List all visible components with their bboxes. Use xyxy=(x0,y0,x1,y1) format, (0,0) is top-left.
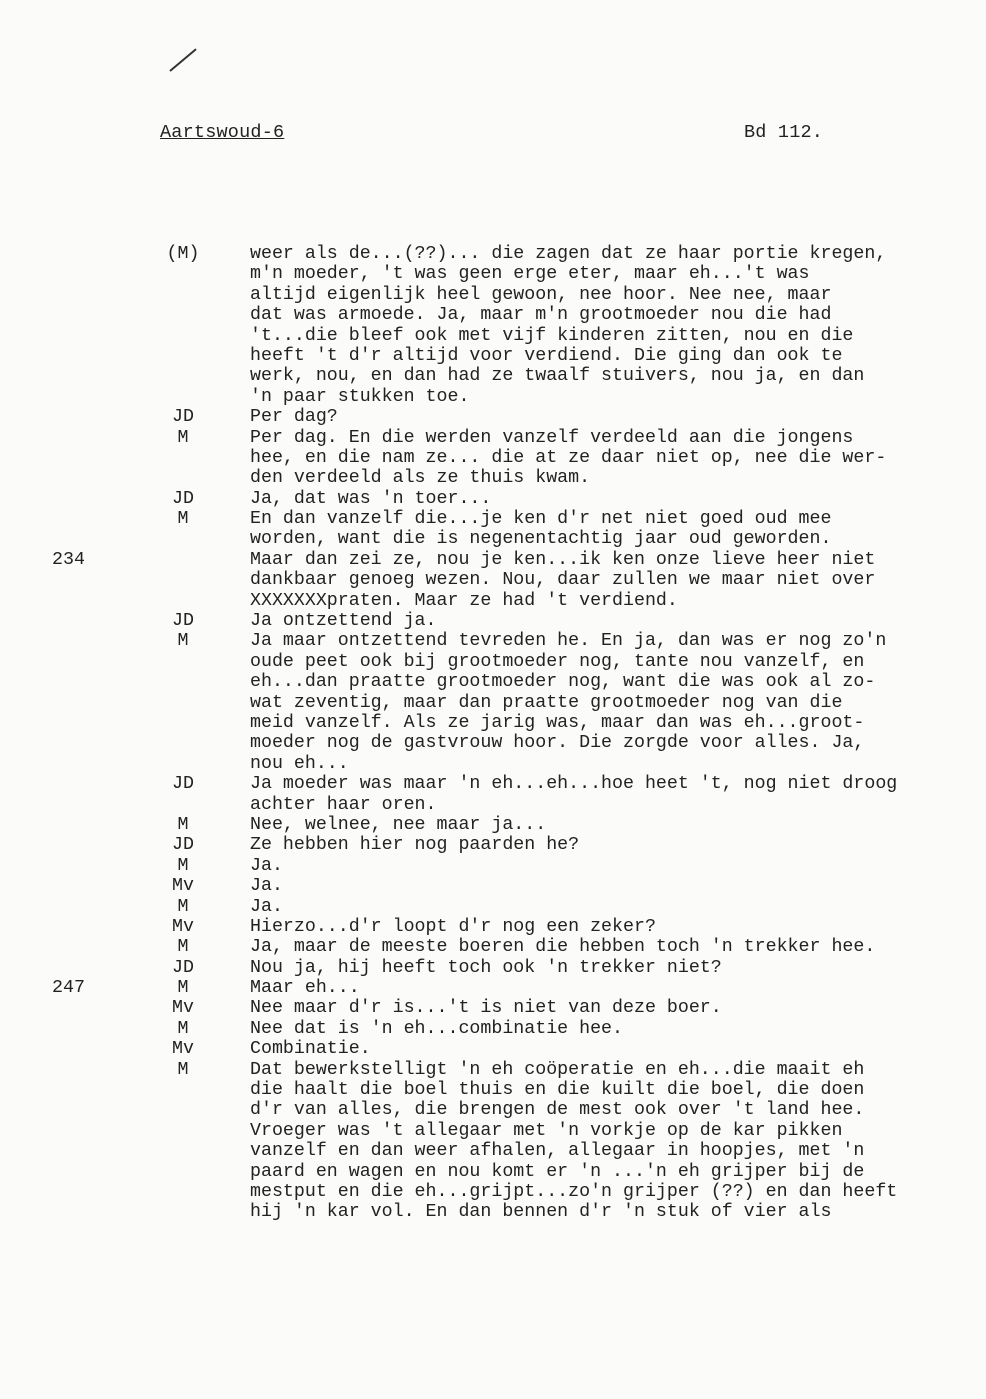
transcript-line xyxy=(0,1202,986,1222)
line-text: Hierzo...d'r loopt d'r nog een zeker? xyxy=(250,916,656,937)
transcript-line xyxy=(0,428,986,448)
transcript-line xyxy=(0,815,986,835)
transcript-line xyxy=(0,468,986,488)
speaker-label: M xyxy=(177,937,189,958)
line-text: m'n moeder, 't was geen erge eter, maar eh...'t was xyxy=(250,264,810,285)
transcript-line xyxy=(0,774,986,794)
transcript-line xyxy=(0,509,986,529)
line-text: Ja maar ontzettend tevreden he. En ja, dan was er nog zo'n xyxy=(250,631,887,652)
line-text: Nee maar d'r is...'t is niet van deze boer. xyxy=(250,998,722,1019)
transcript-line xyxy=(0,856,986,876)
line-text: dat was armoede. Ja, maar m'n grootmoeder nou die had xyxy=(250,305,832,326)
transcript-line xyxy=(0,795,986,815)
transcript-line xyxy=(0,1100,986,1120)
transcript-line xyxy=(0,917,986,937)
line-text: Ja. xyxy=(250,876,283,897)
speaker-label: M xyxy=(177,978,189,999)
line-text: Vroeger was 't allegaar met 'n vorkje op de kar pikken xyxy=(250,1120,843,1141)
speaker-label: M xyxy=(177,855,189,876)
speaker-label: JD xyxy=(172,488,194,509)
line-text: hij 'n kar vol. En dan bennen d'r 'n stuk of vier als xyxy=(250,1202,832,1223)
margin-number: 247 xyxy=(52,978,85,999)
line-text: heeft 't d'r altijd voor verdiend. Die ging dan ook te xyxy=(250,345,843,366)
transcript-line xyxy=(0,346,986,366)
speaker-label: M xyxy=(177,509,189,530)
speaker-label: Mv xyxy=(172,1039,194,1060)
transcript-line xyxy=(0,366,986,386)
speaker-label: M xyxy=(177,814,189,835)
speaker-label: M xyxy=(177,631,189,652)
transcript-line xyxy=(0,489,986,509)
line-text: Combinatie. xyxy=(250,1039,371,1060)
transcript-line xyxy=(0,326,986,346)
line-text: Dat bewerkstelligt 'n eh coöperatie en eh...die maait eh xyxy=(250,1059,865,1080)
transcript-line xyxy=(0,591,986,611)
line-text: moeder nog de gastvrouw hoor. Die zorgde voor alles. Ja, xyxy=(250,733,865,754)
line-text: Ja, dat was 'n toer... xyxy=(250,488,492,509)
line-text: Ja. xyxy=(250,896,283,917)
transcript-line xyxy=(0,1162,986,1182)
transcript-body xyxy=(0,244,986,1223)
transcript-line xyxy=(0,713,986,733)
line-text: Nou ja, hij heeft toch ook 'n trekker niet? xyxy=(250,957,722,978)
line-text: Nee, welnee, nee maar ja... xyxy=(250,814,547,835)
transcript-line xyxy=(0,611,986,631)
speaker-label: JD xyxy=(172,407,194,428)
margin-number: 234 xyxy=(52,549,85,570)
transcript-line xyxy=(0,1141,986,1161)
transcript-line xyxy=(0,897,986,917)
line-text: werk, nou, en dan had ze twaalf stuivers, nou ja, en dan xyxy=(250,366,865,387)
line-text: 'n paar stukken toe. xyxy=(250,386,470,407)
speaker-label: (M) xyxy=(166,244,200,264)
line-text: achter haar oren. xyxy=(250,794,437,815)
speaker-label: Mv xyxy=(172,998,194,1019)
line-text: Ze hebben hier nog paarden he? xyxy=(250,835,580,856)
transcript-line xyxy=(0,570,986,590)
transcript-line xyxy=(0,631,986,651)
transcript-line xyxy=(0,550,986,570)
line-text: 't...die bleef ook met vijf kinderen zitten, nou en die xyxy=(250,325,854,346)
transcript-line xyxy=(0,1182,986,1202)
line-text: En dan vanzelf die...je ken d'r net niet goed oud mee xyxy=(250,509,832,530)
transcript-line xyxy=(0,754,986,774)
transcript-line xyxy=(0,998,986,1018)
line-text: weer als de...(??)... die zagen dat ze haar portie kregen, xyxy=(250,244,887,264)
line-text: worden, want die is negenentachtig jaar oud geworden. xyxy=(250,529,832,550)
speaker-label: M xyxy=(177,896,189,917)
transcript-line xyxy=(0,264,986,284)
transcript-line xyxy=(0,1121,986,1141)
line-text: eh...dan praatte grootmoeder nog, want die was ook al zo- xyxy=(250,672,876,693)
document-title: Aartswoud-6 xyxy=(160,122,285,143)
line-text: d'r van alles, die brengen de mest ook over 't land hee. xyxy=(250,1100,865,1121)
line-text: Maar dan zei ze, nou je ken...ik ken onze lieve heer niet xyxy=(250,549,876,570)
line-text: Per dag? xyxy=(250,407,338,428)
line-text: wat zeventig, maar dan praatte grootmoeder nog van die xyxy=(250,692,843,713)
transcript-line xyxy=(0,1019,986,1039)
line-text: Ja, maar de meeste boeren die hebben toch 'n trekker hee. xyxy=(250,937,876,958)
transcript-line xyxy=(0,937,986,957)
transcript-line xyxy=(0,387,986,407)
transcript-line xyxy=(0,1060,986,1080)
line-text: meid vanzelf. Als ze jarig was, maar dan was eh...groot- xyxy=(250,712,865,733)
transcript-line xyxy=(0,876,986,896)
transcript-line xyxy=(0,1080,986,1100)
line-text: XXXXXXXpraten. Maar ze had 't verdiend. xyxy=(250,590,678,611)
line-text: vanzelf en dan weer afhalen, allegaar in hoopjes, met 'n xyxy=(250,1141,865,1162)
page-number: Bd 112. xyxy=(744,122,824,143)
transcript-line xyxy=(0,835,986,855)
speaker-label: M xyxy=(177,427,189,448)
transcript-line xyxy=(0,305,986,325)
line-text: nou eh... xyxy=(250,753,349,774)
line-text: paard en wagen en nou komt er 'n ...'n eh grijper bij de xyxy=(250,1161,865,1182)
line-text: oude peet ook bij grootmoeder nog, tante nou vanzelf, en xyxy=(250,651,865,672)
line-text: Ja moeder was maar 'n eh...eh...hoe heet 't, nog niet droog xyxy=(250,774,898,795)
transcript-line xyxy=(0,978,986,998)
line-text: Ja ontzettend ja. xyxy=(250,611,437,632)
transcript-line xyxy=(0,244,986,264)
line-text: dankbaar genoeg wezen. Nou, daar zullen we maar niet over xyxy=(250,570,876,591)
speaker-label: JD xyxy=(172,774,194,795)
line-text: die haalt die boel thuis en die kuilt die boel, die doen xyxy=(250,1080,865,1101)
transcript-line xyxy=(0,652,986,672)
transcript-line xyxy=(0,407,986,427)
transcript-line xyxy=(0,693,986,713)
line-text: Per dag. En die werden vanzelf verdeeld aan die jongens xyxy=(250,427,854,448)
line-text: altijd eigenlijk heel gewoon, nee hoor. Nee nee, maar xyxy=(250,284,832,305)
transcript-line xyxy=(0,448,986,468)
speaker-label: Mv xyxy=(172,876,194,897)
transcript-line xyxy=(0,285,986,305)
speaker-label: JD xyxy=(172,611,194,632)
line-text: Nee dat is 'n eh...combinatie hee. xyxy=(250,1018,623,1039)
transcript-line xyxy=(0,672,986,692)
pen-mark xyxy=(169,48,196,71)
line-text: Maar eh... xyxy=(250,978,360,999)
transcript-line xyxy=(0,733,986,753)
transcript-line xyxy=(0,529,986,549)
speaker-label: M xyxy=(177,1018,189,1039)
line-text: den verdeeld als ze thuis kwam. xyxy=(250,468,591,489)
transcript-line xyxy=(0,958,986,978)
transcript-line xyxy=(0,1039,986,1059)
speaker-label: M xyxy=(177,1059,189,1080)
speaker-label: Mv xyxy=(172,916,194,937)
speaker-label: JD xyxy=(172,835,194,856)
line-text: hee, en die nam ze... die at ze daar niet op, nee die wer- xyxy=(250,447,887,468)
speaker-label: JD xyxy=(172,957,194,978)
line-text: mestput en die eh...grijpt...zo'n grijper (??) en dan heeft xyxy=(250,1181,898,1202)
line-text: Ja. xyxy=(250,855,283,876)
